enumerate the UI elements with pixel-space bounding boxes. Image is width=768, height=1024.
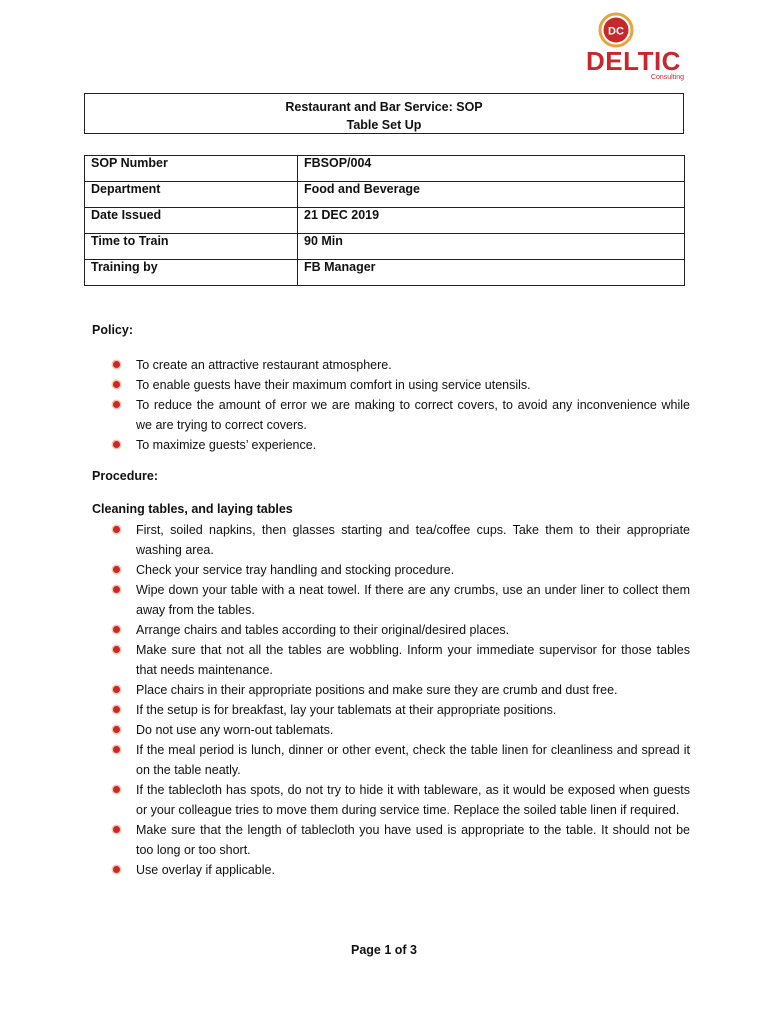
brand-subtitle: Consulting bbox=[650, 74, 684, 81]
procedure-list bbox=[110, 520, 690, 880]
brand-logo bbox=[586, 12, 696, 84]
list-item-text: Do not use any worn-out tablemats. bbox=[136, 723, 334, 737]
list-item-text: Make sure that not all the tables are wobbling. Inform your immediate supervisor for those tables that needs maintenance. bbox=[136, 643, 690, 677]
list-item bbox=[110, 520, 690, 560]
info-value: 90 Min bbox=[298, 234, 685, 260]
bullet-icon bbox=[113, 786, 120, 793]
brand-name: DELTIC bbox=[586, 46, 681, 76]
bullet-icon bbox=[113, 401, 120, 408]
list-item-text: Check your service tray handling and stocking procedure. bbox=[136, 563, 455, 577]
list-item-text: First, soiled napkins, then glasses starting and tea/coffee cups. Take them to their appropriate washing area. bbox=[136, 523, 690, 557]
bullet-icon bbox=[113, 441, 120, 448]
document-subtitle: Table Set Up bbox=[346, 118, 422, 132]
list-item bbox=[110, 435, 690, 455]
list-item bbox=[110, 620, 690, 640]
list-item-text: To enable guests have their maximum comfort in using service utensils. bbox=[136, 378, 531, 392]
list-item bbox=[110, 780, 690, 820]
procedure-subheading: Cleaning tables, and laying tables bbox=[92, 502, 293, 516]
table-row bbox=[85, 260, 685, 286]
info-value: FBSOP/004 bbox=[298, 156, 685, 182]
info-key: Date Issued bbox=[85, 208, 298, 234]
bullet-icon bbox=[113, 646, 120, 653]
list-item-text: To create an attractive restaurant atmosphere. bbox=[136, 358, 392, 372]
list-item bbox=[110, 700, 690, 720]
list-item-text: Wipe down your table with a neat towel. If there are any crumbs, use an under liner to collect them away from the tables. bbox=[136, 583, 690, 617]
table-row bbox=[85, 182, 685, 208]
table-row bbox=[85, 156, 685, 182]
info-key: SOP Number bbox=[85, 156, 298, 182]
list-item-text: If the setup is for breakfast, lay your tablemats at their appropriate positions. bbox=[136, 703, 557, 717]
info-key: Department bbox=[85, 182, 298, 208]
table-row bbox=[85, 234, 685, 260]
list-item bbox=[110, 580, 690, 620]
bullet-icon bbox=[113, 826, 120, 833]
list-item bbox=[110, 680, 690, 700]
list-item bbox=[110, 820, 690, 860]
sop-info-table bbox=[84, 155, 685, 286]
bullet-icon bbox=[113, 566, 120, 573]
list-item-text: If the meal period is lunch, dinner or other event, check the table linen for cleanliness and spread it on the table neatly. bbox=[136, 743, 690, 777]
table-row bbox=[85, 208, 685, 234]
list-item bbox=[110, 355, 690, 375]
document-title-box bbox=[84, 93, 684, 134]
procedure-heading: Procedure: bbox=[92, 469, 158, 483]
list-item-text: To maximize guests’ experience. bbox=[136, 438, 317, 452]
brand-initials: DC bbox=[608, 25, 624, 38]
info-key: Training by bbox=[85, 260, 298, 286]
bullet-icon bbox=[113, 626, 120, 633]
list-item bbox=[110, 860, 690, 880]
info-value: Food and Beverage bbox=[298, 182, 685, 208]
bullet-icon bbox=[113, 381, 120, 388]
bullet-icon bbox=[113, 706, 120, 713]
bullet-icon bbox=[113, 726, 120, 733]
list-item bbox=[110, 395, 690, 435]
list-item-text: If the tablecloth has spots, do not try to hide it with tableware, as it would be exposed when guests or your colleague tries to move them during service time. Replace the soiled table linen if required. bbox=[136, 783, 690, 817]
bullet-icon bbox=[113, 526, 120, 533]
bullet-icon bbox=[113, 866, 120, 873]
bullet-icon bbox=[113, 746, 120, 753]
bullet-icon bbox=[113, 586, 120, 593]
list-item-text: Place chairs in their appropriate positions and make sure they are crumb and dust free. bbox=[136, 683, 618, 697]
policy-heading: Policy: bbox=[92, 323, 133, 337]
policy-list bbox=[110, 355, 690, 455]
list-item-text: Make sure that the length of tablecloth you have used is appropriate to the table. It should not be too long or too short. bbox=[136, 823, 690, 857]
bullet-icon bbox=[113, 361, 120, 368]
bullet-icon bbox=[113, 686, 120, 693]
list-item-text: To reduce the amount of error we are making to correct covers, to avoid any inconvenience while we are trying to correct covers. bbox=[136, 398, 690, 432]
list-item-text: Use overlay if applicable. bbox=[136, 863, 275, 877]
list-item bbox=[110, 375, 690, 395]
info-value: FB Manager bbox=[298, 260, 685, 286]
info-key: Time to Train bbox=[85, 234, 298, 260]
deltic-logo-mark-icon bbox=[598, 12, 634, 48]
list-item bbox=[110, 740, 690, 780]
document-title: Restaurant and Bar Service: SOP bbox=[285, 100, 483, 114]
info-value: 21 DEC 2019 bbox=[298, 208, 685, 234]
list-item-text: Arrange chairs and tables according to their original/desired places. bbox=[136, 623, 510, 637]
page-number: Page 1 of 3 bbox=[351, 943, 417, 957]
list-item bbox=[110, 560, 690, 580]
list-item bbox=[110, 720, 690, 740]
list-item bbox=[110, 640, 690, 680]
